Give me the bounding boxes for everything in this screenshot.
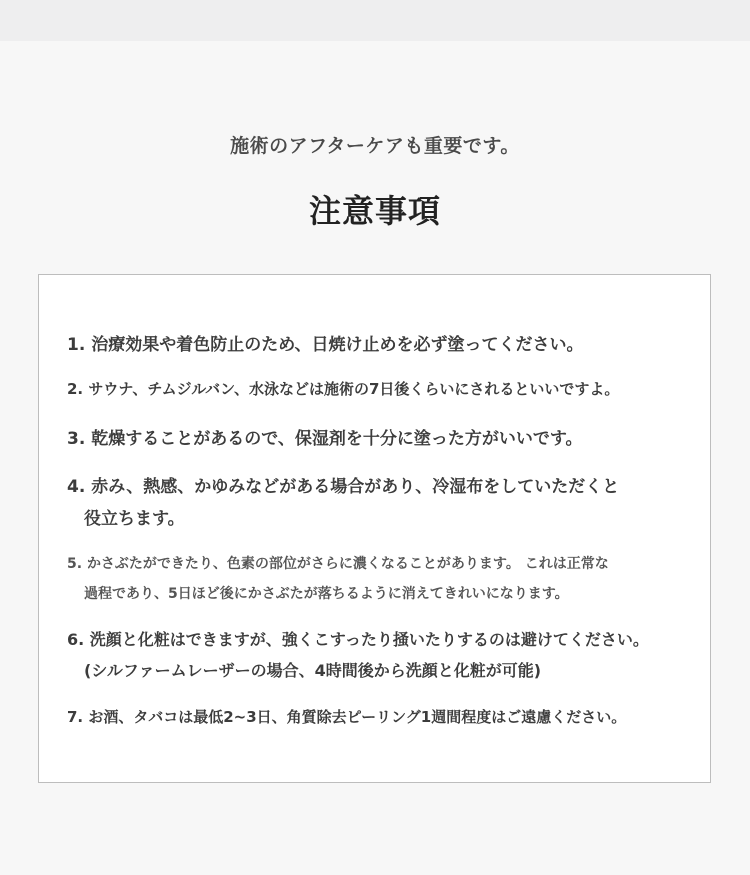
- top-band: [0, 0, 750, 41]
- notice-text-continued: 過程であり、5日ほど後にかさぶたが落ちるように消えてきれいになります。: [84, 586, 569, 602]
- notice-text-continued: (シルファームレーザーの場合、4時間後から洗顔と化粧が可能): [84, 661, 542, 680]
- notice-box: [38, 274, 711, 783]
- notice-number: 3.: [67, 429, 86, 449]
- page-subtitle: 施術のアフターケアも重要です。: [230, 135, 520, 157]
- notice-text: かさぶたができたり、色素の部位がさらに濃くなることがあります。 これは正常な: [86, 556, 609, 572]
- notice-number: 6.: [67, 630, 85, 649]
- notice-item-7: [67, 706, 677, 727]
- page-title: 注意事項: [308, 192, 441, 230]
- notice-item-1: [67, 330, 677, 355]
- notice-text: サウナ、チムジルバン、水泳などは施術の7日後くらいにされるといいですよ。: [88, 380, 620, 398]
- notice-item-5: [67, 549, 677, 609]
- notice-number: 4.: [67, 477, 86, 497]
- notice-number: 7.: [67, 708, 84, 726]
- notice-number: 2.: [67, 380, 84, 398]
- notice-text-continued: 役立ちます。: [84, 509, 185, 529]
- notice-item-3: [67, 424, 677, 449]
- notice-text: 治療効果や着色防止のため、日焼け止めを必ず塗ってください。: [91, 335, 584, 355]
- notice-text: 乾燥することがあるので、保湿剤を十分に塗った方がいいです。: [91, 429, 583, 449]
- notice-number: 5.: [67, 556, 83, 572]
- notice-text: 洗顔と化粧はできますが、強くこすったり掻いたりするのは避けてください。: [89, 630, 649, 649]
- notice-number: 1.: [67, 335, 86, 355]
- notice-item-6: [67, 624, 677, 686]
- notice-item-4: [67, 471, 677, 535]
- notice-item-2: [67, 378, 677, 399]
- notice-text: お酒、タバコは最低2~3日、角質除去ピーリング1週間程度はご遠慮ください。: [88, 708, 627, 726]
- notice-text: 赤み、熱感、かゆみなどがある場合があり、冷湿布をしていただくと: [91, 477, 620, 497]
